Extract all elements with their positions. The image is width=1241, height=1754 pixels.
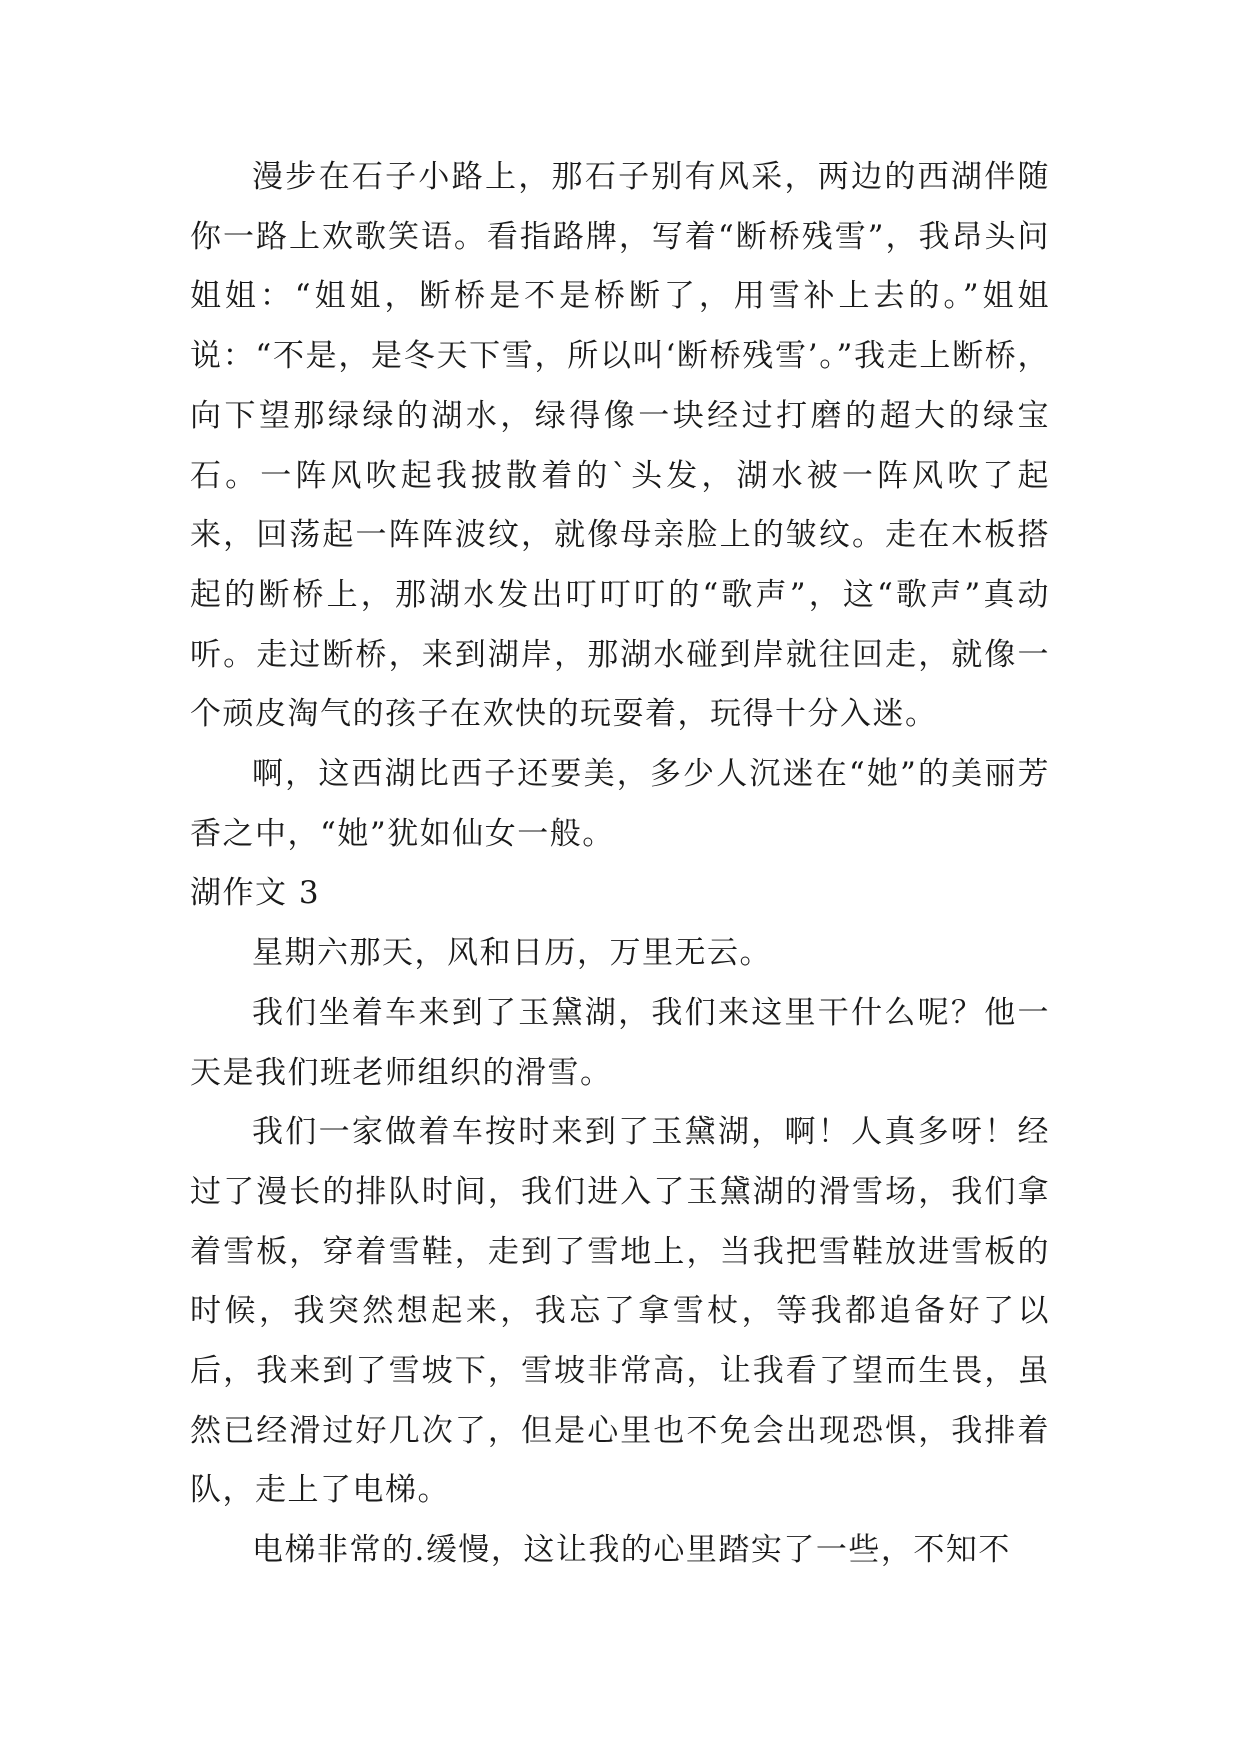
paragraph: 漫步在石子小路上，那石子别有风采，两边的西湖伴随你一路上欢歌笑语。看指路牌，写着“断桥残雪”，我昂头问姐姐：“姐姐，断桥是不是桥断了，用雪补上去的。”姐姐说：“不是，是冬天下雪，所以叫‘断桥残雪’。”我走上断桥，向下望那绿绿的湖水，绿得像一块经过打磨的超大的绿宝石。一阵风吹起我披散着的`头发，湖水被一阵风吹了起来，回荡起一阵阵波纹，就像母亲脸上的皱纹。走在木板搭起的断桥上，那湖水发出叮叮叮的“歌声”，这“歌声”真动听。走过断桥，来到湖岸，那湖水碰到岸就往回走，就像一个顽皮淘气的孩子在欢快的玩耍着，玩得十分入迷。 xyxy=(190,159,1050,733)
paragraph: 我们一家做着车按时来到了玉黛湖，啊！人真多呀！经过了漫长的排队时间，我们进入了玉黛湖的滑雪场，我们拿着雪板，穿着雪鞋，走到了雪地上，当我把雪鞋放进雪板的时候，我突然想起来，我忘了拿雪杖，等我都追备好了以后，我来到了雪坡下，雪坡非常高，让我看了望而生畏，虽然已经滑过好几次了，但是心里也不免会出现恐惧，我排着队，走上了电梯。 xyxy=(190,1114,1050,1509)
document-page xyxy=(190,148,1050,1581)
paragraph: 电梯非常的.缓慢，这让我的心里踏实了一些，不知不 xyxy=(252,1532,1011,1569)
paragraph: 啊，这西湖比西子还要美，多少人沉迷在“她”的美丽芳香之中，“她”犹如仙女一般。 xyxy=(190,756,1050,852)
paragraph: 我们坐着车来到了玉黛湖，我们来这里干什么呢？他一天是我们班老师组织的滑雪。 xyxy=(190,994,1050,1091)
paragraph: 星期六那天，风和日历，万里无云。 xyxy=(252,935,772,972)
section-title: 湖作文 3 xyxy=(190,875,321,912)
